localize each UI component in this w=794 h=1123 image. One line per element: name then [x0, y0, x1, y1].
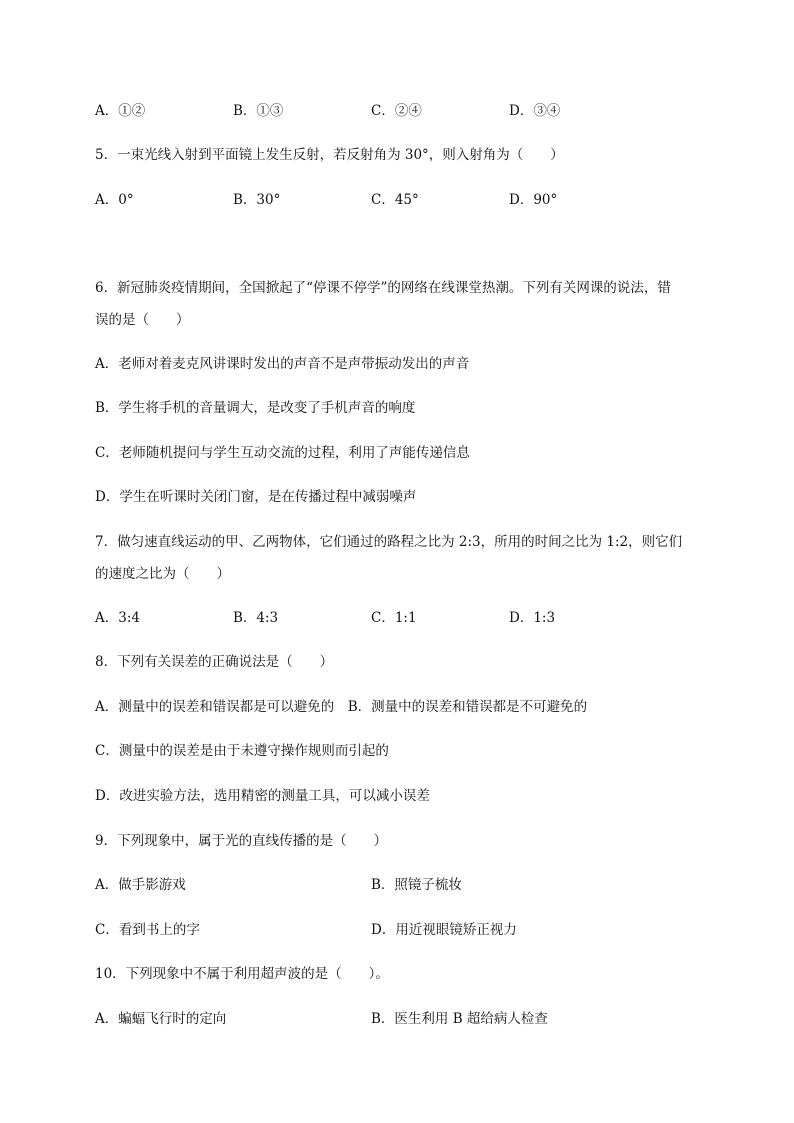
- q7-option-d: D．1:3: [509, 610, 556, 626]
- q8-option-c: C．测量中的误差是由于未遵守操作规则而引起的: [95, 743, 389, 759]
- q9-stem: 9．下列现象中，属于光的直线传播的是（ ）: [95, 833, 388, 849]
- q4-option-a: A．①②: [95, 103, 146, 119]
- q9-option-b: B．照镜子梳妆: [371, 877, 462, 893]
- q6-option-d: D．学生在听课时关闭门窗，是在传播过程中减弱噪声: [95, 489, 417, 505]
- q5-stem: 5．一束光线入射到平面镜上发生反射，若反射角为 30°，则入射角为（ ）: [95, 147, 564, 163]
- q7-stem-line2: 的速度之比为（ ）: [95, 566, 230, 582]
- q10-stem: 10．下列现象中不属于利用超声波的是（ ）。: [95, 966, 389, 982]
- q6-stem-line1: 6．新冠肺炎疫情期间，全国掀起了“停课不停学”的网络在线课堂热潮。下列有关网课的说法，错: [95, 280, 671, 296]
- q4-option-b: B．①③: [233, 103, 284, 119]
- q6-stem-line2: 误的是（ ）: [95, 312, 190, 328]
- q7-option-b: B．4:3: [233, 610, 279, 626]
- q6-option-a: A．老师对着麦克风讲课时发出的声音不是声带振动发出的声音: [95, 356, 470, 372]
- q5-option-c: C．45°: [371, 192, 419, 208]
- q9-option-d: D．用近视眼镜矫正视力: [371, 922, 517, 938]
- q7-stem-line1: 7．做匀速直线运动的甲、乙两物体，它们通过的路程之比为 2:3，所用的时间之比为 1:2，则它们: [95, 534, 683, 550]
- q8-option-d: D．改进实验方法，选用精密的测量工具，可以减小误差: [95, 788, 430, 804]
- q6-option-b: B．学生将手机的音量调大，是改变了手机声音的响度: [95, 400, 416, 416]
- q10-option-b: B．医生利用 B 超给病人检查: [371, 1011, 548, 1027]
- q4-option-c: C．②④: [371, 103, 422, 119]
- q4-option-d: D．③④: [509, 103, 561, 119]
- q7-option-a: A．3:4: [95, 610, 140, 626]
- q8-option-ab: A．测量中的误差和错误都是可以避免的 B．测量中的误差和错误都是不可避免的: [95, 699, 588, 715]
- q5-option-a: A．0°: [95, 192, 134, 208]
- q10-option-a: A．蝙蝠飞行时的定向: [95, 1011, 227, 1027]
- q5-option-b: B．30°: [233, 192, 281, 208]
- q9-option-a: A．做手影游戏: [95, 877, 186, 893]
- q6-option-c: C．老师随机提问与学生互动交流的过程，利用了声能传递信息: [95, 445, 470, 461]
- q5-option-d: D．90°: [509, 192, 558, 208]
- q8-stem: 8．下列有关误差的正确说法是（ ）: [95, 654, 334, 670]
- q7-option-c: C．1:1: [371, 610, 417, 626]
- q9-option-c: C．看到书上的字: [95, 922, 200, 938]
